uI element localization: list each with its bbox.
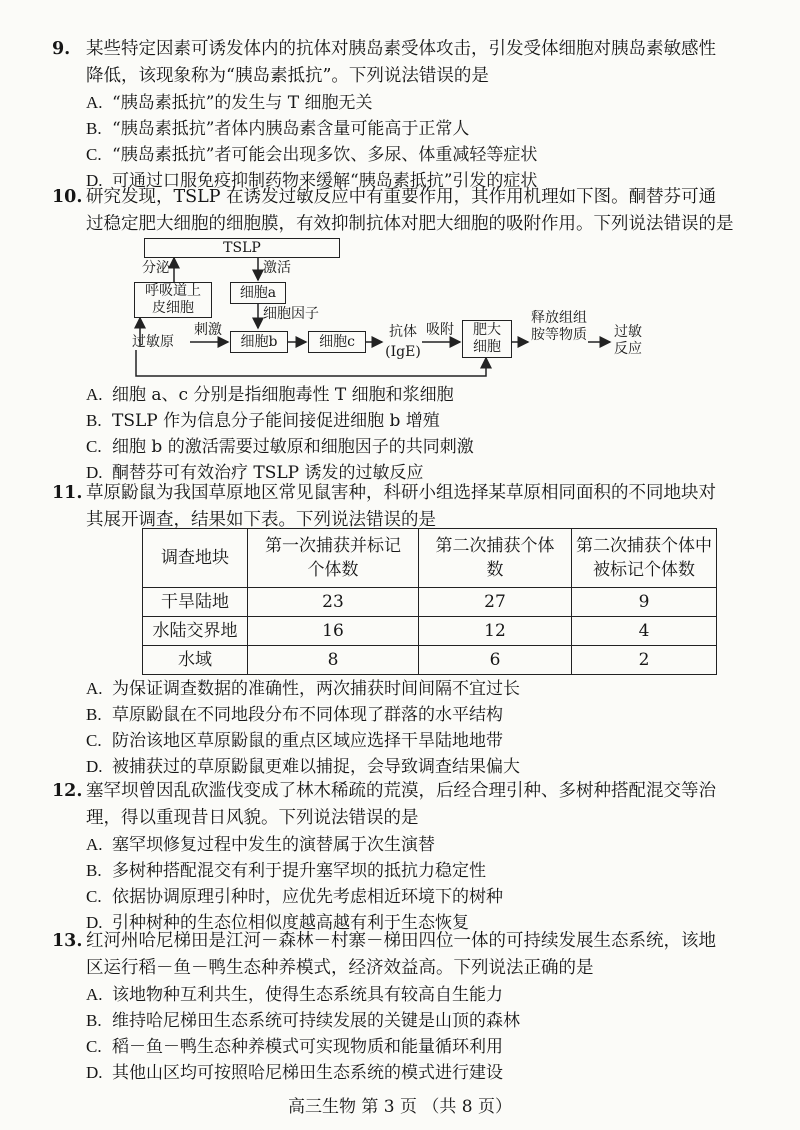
table-row: 水域 8 6 2 [143, 646, 717, 675]
option-c: C. 稻－鱼－鸭生态种养模式可实现物质和能量循环利用 [86, 1037, 503, 1057]
option-b: B. TSLP 作为信息分子能间接促进细胞 b 增殖 [86, 411, 440, 431]
mast-cell-box: 肥大细胞 [462, 320, 512, 358]
option-c: C. 细胞 b 的激活需要过敏原和细胞因子的共同刺激 [86, 437, 474, 457]
option-a: A. 塞罕坝修复过程中发生的演替属于次生演替 [86, 835, 435, 855]
question-11 [52, 480, 752, 534]
table-header-cell: 第一次捕获并标记个体数 [248, 529, 419, 588]
cytokine-label: 细胞因子 [263, 306, 319, 322]
question-stem-line: 某些特定因素可诱发体内的抗体对胰岛素受体攻击，引发受体细胞对胰岛素敏感性 [86, 39, 716, 59]
question-number: 10. [52, 187, 83, 207]
table-header-row [143, 529, 717, 588]
question-10 [52, 184, 752, 238]
question-number: 12. [52, 781, 83, 801]
option-c: C. 依据协调原理引种时，应优先考虑相近环境下的树种 [86, 887, 503, 907]
tslp-mechanism-diagram [120, 238, 680, 388]
option-a: A. 为保证调查数据的准确性，两次捕获时间间隔不宜过长 [86, 679, 520, 699]
question-stem-line: 其展开调查，结果如下表。下列说法错误的是 [86, 510, 436, 530]
option-d: D. 引种树种的生态位相似度越高越有利于生态恢复 [86, 913, 469, 933]
question-stem-line: 降低，该现象称为“胰岛素抵抗”。下列说法错误的是 [86, 66, 489, 86]
option-b: B. 维持哈尼梯田生态系统可持续发展的关键是山顶的森林 [86, 1011, 520, 1031]
question-11-options [52, 676, 752, 780]
question-number: 11. [52, 483, 83, 503]
question-9 [52, 36, 752, 194]
option-d: D. 被捕获过的草原鼢鼠更难以捕捉，会导致调查结果偏大 [86, 757, 520, 777]
question-stem-line: 研究发现，TSLP 在诱发过敏反应中有重要作用，其作用机理如下图。酮替芬可通 [86, 187, 717, 207]
table-header-cell: 第二次捕获个体数 [419, 529, 572, 588]
option-d: D. 可通过口服免疫抑制药物来缓解“胰岛素抵抗”引发的症状 [86, 171, 538, 191]
option-b: B. 草原鼢鼠在不同地段分布不同体现了群落的水平结构 [86, 705, 503, 725]
option-a: A. 细胞 a、c 分别是指细胞毒性 T 细胞和浆细胞 [86, 385, 454, 405]
option-a: A. 该地物种互利共生，使得生态系统具有较高自生能力 [86, 985, 503, 1005]
page-footer: 高三生物 第 3 页 （共 8 页） [287, 1097, 513, 1117]
option-b: B. “胰岛素抵抗”者体内胰岛素含量可能高于正常人 [86, 119, 470, 139]
question-number: 13. [52, 931, 83, 951]
question-13 [52, 928, 752, 1086]
adsorb-label: 吸附 [426, 322, 454, 338]
tslp-box: TSLP [144, 238, 340, 258]
question-stem-line: 区运行稻－鱼－鸭生态种养模式，经济效益高。下列说法正确的是 [86, 958, 594, 978]
cell-b-box: 细胞b [230, 331, 288, 353]
option-c: C. “胰岛素抵抗”者可能会出现多饮、多尿、体重减轻等症状 [86, 145, 538, 165]
cell-c-box: 细胞c [308, 331, 366, 353]
question-stem-line: 理，得以重现昔日风貌。下列说法错误的是 [86, 808, 419, 828]
table-row: 干旱陆地 23 27 9 [143, 588, 717, 617]
antibody-label: 抗体 [389, 324, 417, 340]
question-stem-line: 塞罕坝曾因乱砍滥伐变成了林木稀疏的荒漠，后经合理引种、多树种搭配混交等治 [86, 781, 716, 801]
allergen-label: 过敏原 [132, 334, 174, 350]
question-stem-line: 红河州哈尼梯田是江河－森林－村寨－梯田四位一体的可持续发展生态系统，该地 [86, 931, 716, 951]
cell-a-box: 细胞a [230, 282, 286, 304]
allergic-reaction-label: 过敏反应 [614, 324, 642, 357]
option-a: A. “胰岛素抵抗”的发生与 T 细胞无关 [86, 93, 373, 113]
epithelial-cell-box: 呼吸道上皮细胞 [134, 282, 212, 318]
question-stem-line: 草原鼢鼠为我国草原地区常见鼠害种，科研小组选择某草原相同面积的不同地块对 [86, 483, 716, 503]
option-d: D. 其他山区均可按照哈尼梯田生态系统的模式进行建设 [86, 1063, 503, 1083]
activate-label: 激活 [263, 260, 291, 276]
question-number: 9. [52, 39, 71, 59]
question-10-options [52, 382, 752, 486]
question-stem-line: 过稳定肥大细胞的细胞膜，有效抑制抗体对肥大细胞的吸附作用。下列说法错误的是 [86, 214, 734, 234]
question-12 [52, 778, 752, 936]
stimulate-label: 刺激 [194, 322, 222, 338]
survey-table [142, 528, 717, 675]
release-label: 释放组组胺等物质 [531, 310, 587, 343]
option-d: D. 酮替芬可有效治疗 TSLP 诱发的过敏反应 [86, 463, 424, 483]
table-header-cell: 调查地块 [143, 529, 248, 588]
option-b: B. 多树种搭配混交有利于提升塞罕坝的抵抗力稳定性 [86, 861, 486, 881]
ige-label: (IgE) [385, 344, 421, 360]
table-row: 水陆交界地 16 12 4 [143, 617, 717, 646]
option-c: C. 防治该地区草原鼢鼠的重点区域应选择干旱陆地地带 [86, 731, 503, 751]
secrete-label: 分泌 [142, 260, 170, 276]
table-header-cell: 第二次捕获个体中被标记个体数 [572, 529, 717, 588]
